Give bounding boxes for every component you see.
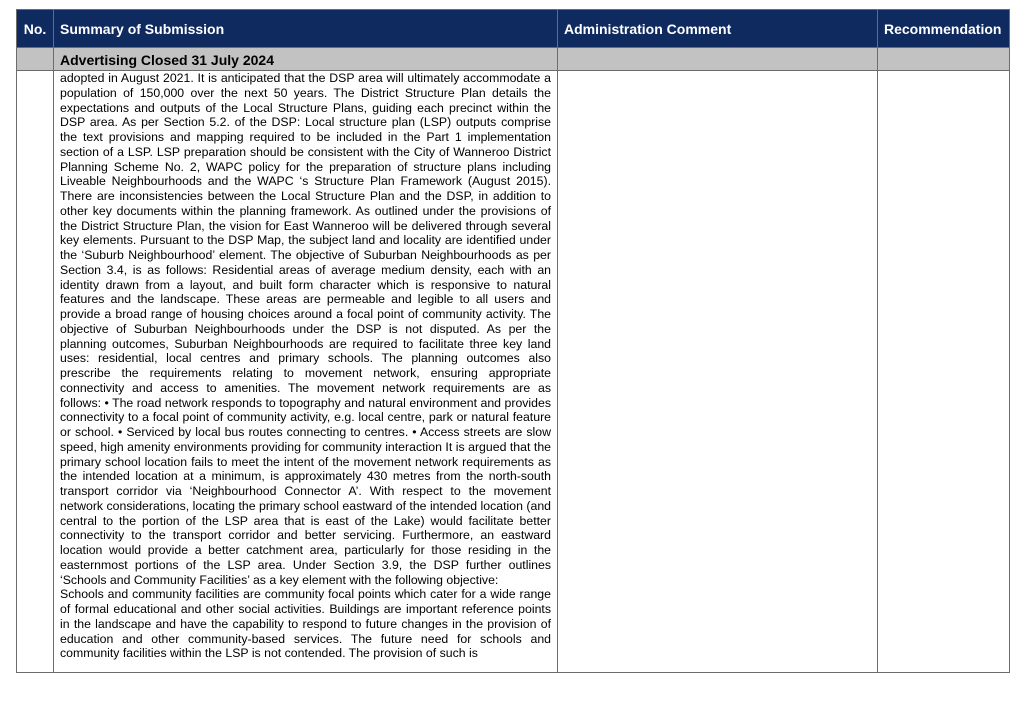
summary-paragraph: adopted in August 2021. It is anticipated that the DSP area will ultimately accommodate a population of 150,000 over the next 50 years. The District Structure Plan details the expectations and outputs of the Local Structure Plans, guiding each precinct within the DSP area. As per Section 5.2. of the DSP: Local structure plan (LSP) outputs comprise the text provisions and mapping required to be included in the Part 1 implementation section of a LSP. LSP preparation should be consistent with the City of Wanneroo District Planning Scheme No. 2, WAPC policy for the preparation of structure plans including Liveable Neighbourhoods and the WAPC ‘s Structure Plan Framework (August 2015). There are inconsistencies between the Local Structure Plan and the DSP, in addition to other key documents within the planning framework. As outlined under the provisions of the District Structure Plan, the vision for East Wanneroo will be delivered through several key elements. Pursuant to the DSP Map, the subject land and locality are identified under the ‘Suburb Neighbourhood’ element. The objective of Suburban Neighbourhoods as per Section 3.4, is as follows: Residential areas of average medium density, each with an identity drawn from a layout, and built form character which is responsive to natural features and the landscape. These areas are permeable and legible to all users and provide a broad range of housing choices around a focal point of community activity. The objective of Suburban Neighbourhoods under the DSP is not disputed. As per the planning outcomes, Suburban Neighbourhoods are required to facilitate three key land uses: residential, local centres and primary schools. The planning outcomes also prescribe the requirements relating to movement network, ensuring appropriate connectivity and access to amenities. The movement network requirements are as follows: • The road network responds to topography and natural environment and provides connectivity to a focal point of community activity, e.g. local centre, park or natural feature or school. • Serviced by local bus routes connecting to centres. • Access streets are slow speed, high amenity environments providing for community interaction It is argued that the primary school location fails to meet the intent of the movement network requirements as the intended location at a minimum, is approximately 430 metres from the north-south transport corridor via ‘Neighbourhood Connector A’. With respect to the movement network considerations, locating the primary school eastward of the intended location (and central to the portion of the LSP area that is east of the Lake) would facilitate better connectivity to the transport corridor and better servicing. Furthermore, an eastward location would provide a better catchment area, particularly for those residing in the easternmost portions of the LSP area. Under Section 3.9, the DSP further outlines ‘Schools and Community Facilities’ as a key element with the following objective: (60, 71, 551, 587)
row-comment-cell (558, 71, 878, 673)
section-recommendation-cell (878, 48, 1010, 71)
summary-text (54, 71, 557, 672)
header-administration-comment: Administration Comment (558, 10, 878, 48)
table-row (17, 71, 1010, 673)
section-row (17, 48, 1010, 71)
section-no-cell (17, 48, 54, 71)
header-recommendation: Recommendation (878, 10, 1010, 48)
submissions-table (16, 9, 1010, 673)
header-summary: Summary of Submission (54, 10, 558, 48)
summary-paragraph: Schools and community facilities are community focal points which cater for a wide range of formal educational and other social activities. Buildings are important reference points in the landscape and have the capability to respond to future changes in the provision of education and other community-based services. The future need for schools and community facilities within the LSP is not contended. The provision of such is (60, 587, 551, 661)
row-summary-cell (54, 71, 558, 673)
section-title: Advertising Closed 31 July 2024 (54, 48, 558, 71)
section-comment-cell (558, 48, 878, 71)
row-no-cell (17, 71, 54, 673)
row-recommendation-cell (878, 71, 1010, 673)
header-no: No. (17, 10, 54, 48)
table-header-row (17, 10, 1010, 48)
